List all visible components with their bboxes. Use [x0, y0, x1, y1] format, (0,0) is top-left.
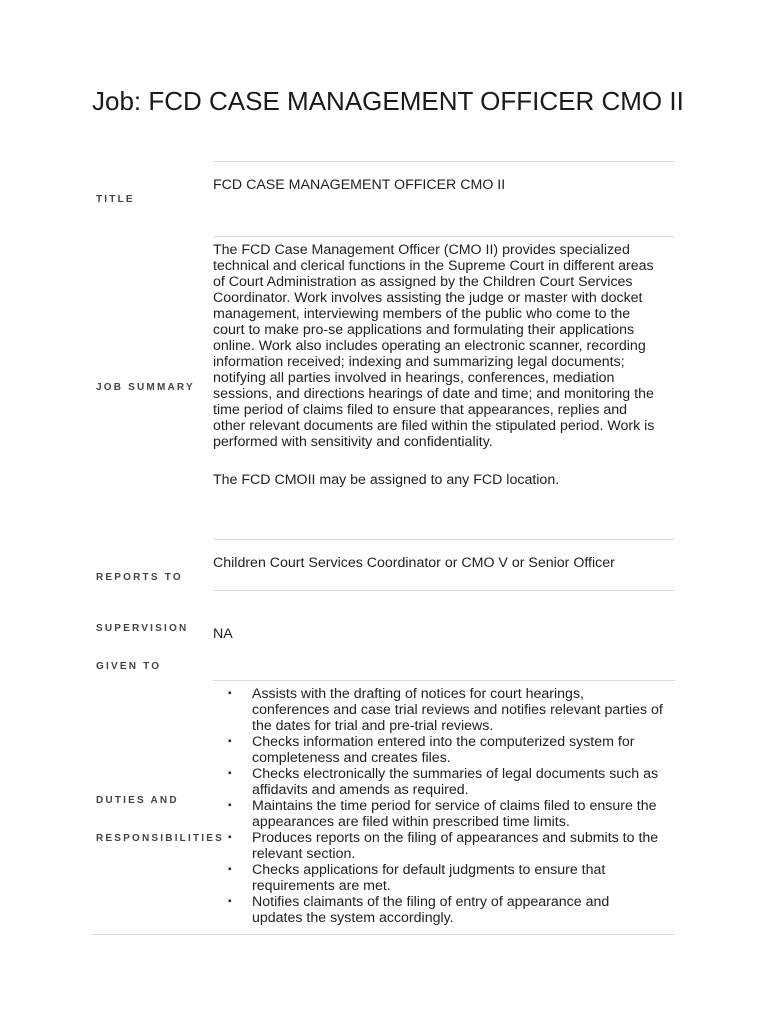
list-item: [213, 766, 663, 798]
divider: [213, 539, 675, 540]
duty-text: Maintains the time period for service of claims filed to ensure the appearances are filed within prescribed time limits.: [252, 798, 657, 830]
bullet-icon: ▪: [228, 736, 232, 747]
duty-text: Assists with the drafting of notices for court hearings, conferences and case trial reviews and notifies relevant parties of the dates for trial and pre-trial reviews.: [252, 686, 663, 734]
bullet-icon: ▪: [228, 896, 232, 907]
list-item: [213, 830, 663, 862]
divider: [213, 590, 675, 591]
duty-text: Checks applications for default judgments to ensure that requirements are met.: [252, 862, 606, 894]
bullet-icon: ▪: [228, 832, 232, 843]
list-item: [213, 798, 663, 830]
list-item: [213, 862, 663, 894]
given-to-label: GIVEN TO: [96, 661, 162, 672]
divider: [92, 934, 675, 935]
duty-text: Checks information entered into the computerized system for completeness and creates files.: [252, 734, 635, 766]
title-value: FCD CASE MANAGEMENT OFFICER CMO II: [213, 177, 506, 193]
job-summary-label: JOB SUMMARY: [96, 382, 195, 393]
supervision-value: NA: [213, 626, 233, 642]
duty-text: Checks electronically the summaries of legal documents such as affidavits and amends as required.: [252, 766, 659, 798]
duty-text: Produces reports on the filing of appearances and submits to the relevant section.: [252, 830, 659, 862]
reports-to-value: Children Court Services Coordinator or CMO V or Senior Officer: [213, 555, 615, 571]
bullet-icon: ▪: [228, 688, 232, 699]
list-item: [213, 734, 663, 766]
duties-label: DUTIES AND: [96, 795, 179, 806]
divider: [213, 236, 675, 237]
job-summary-paragraph: The FCD Case Management Officer (CMO II) provides specialized technical and clerical functions in the Supreme Court in different areas of Court Administration as assigned by the Children Court Services Coordinator. Work involves assisting the judge or master with docket management, interviewing members of the public who come to the court to make pro-se applications and formulating their applications online. Work also includes operating an electronic scanner, recording information received; indexing and summarizing legal documents; notifying all parties involved in hearings, conferences, mediation sessions, and directions hearings of date and time; and monitoring the time period of claims filed to ensure that appearances, replies and other relevant documents are filed within the stipulated period. Work is performed with sensitivity and confidentiality.: [213, 242, 655, 450]
job-summary-location-note: The FCD CMOII may be assigned to any FCD location.: [213, 472, 560, 488]
job-summary-value: [213, 242, 663, 488]
list-item: [213, 686, 663, 734]
reports-to-label: REPORTS TO: [96, 572, 183, 583]
list-item: [213, 894, 663, 926]
supervision-label: SUPERVISION: [96, 623, 189, 634]
page-title: Job: FCD CASE MANAGEMENT OFFICER CMO II: [92, 86, 684, 116]
divider: [213, 680, 675, 681]
bullet-icon: ▪: [228, 768, 232, 779]
bullet-icon: ▪: [228, 800, 232, 811]
title-label: TITLE: [96, 194, 135, 205]
divider: [213, 161, 675, 162]
responsibilities-label: RESPONSIBILITIES: [96, 833, 224, 844]
duties-list: [213, 686, 663, 926]
bullet-icon: ▪: [228, 864, 232, 875]
duty-text: Notifies claimants of the filing of entry of appearance and updates the system accordingly.: [252, 894, 610, 926]
